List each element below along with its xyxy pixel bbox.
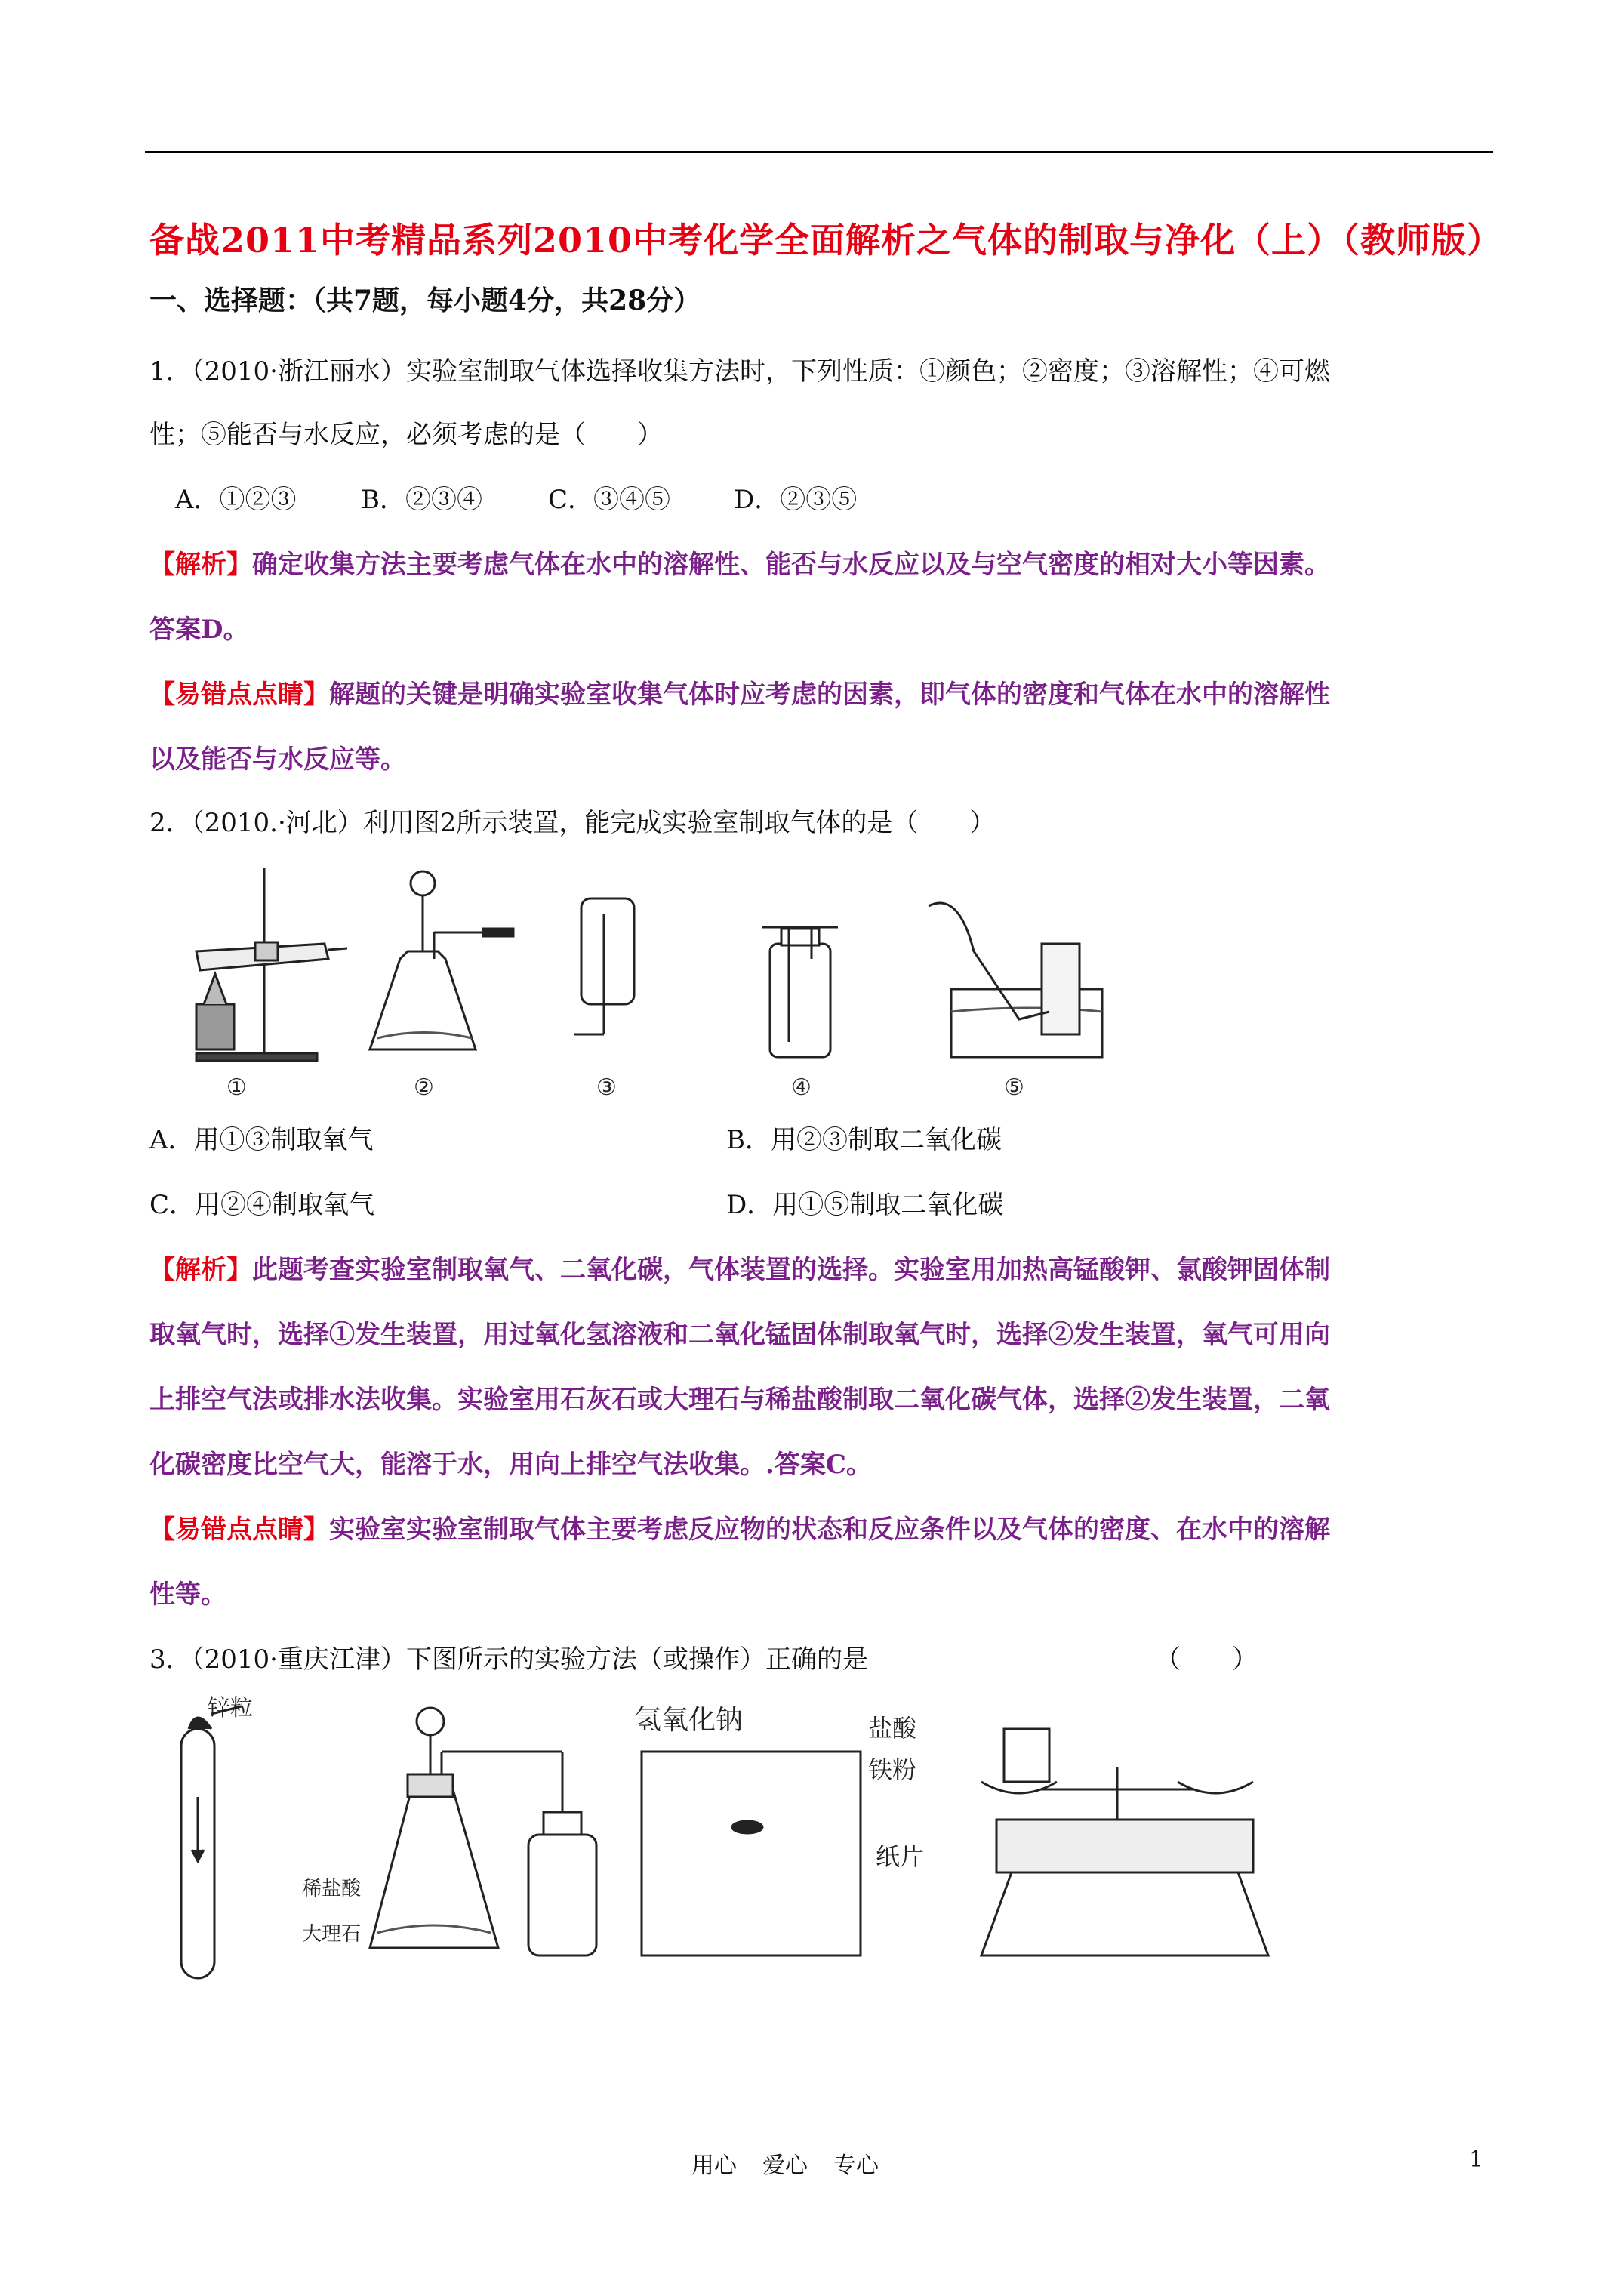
q2-analysis-line4: [149, 1448, 872, 1481]
q2-tip-text1: 实验室实验室制取气体主要考虑反应物的状态和反应条件以及气体的密度、在水中的溶解: [329, 1515, 1330, 1545]
figure-label-5: ⑤: [1004, 1074, 1024, 1101]
q3-answer-paren: （ ）: [1155, 1644, 1258, 1675]
label-dilute-hcl: 稀盐酸: [302, 1878, 362, 1900]
q1-stem-line2: 性；⑤能否与水反应，必须考虑的是（ ）: [149, 420, 663, 450]
figure-label-4: ④: [791, 1074, 812, 1101]
q2-analysis-text1: 此题考查实验室制取氧气、二氧化碳，气体装置的选择。实验室用加热高锰酸钾、氯酸钾固体制: [252, 1255, 1330, 1285]
q1-option-a: A．①②③: [175, 485, 297, 515]
q3-operations-figure: [166, 1691, 1283, 2008]
label-marble: 大理石: [302, 1923, 362, 1946]
q2-tip-tag: 【易错点点睛】: [149, 1515, 329, 1545]
q1-analysis-line1: [149, 548, 1330, 581]
q2-analysis-tag: 【解析】: [149, 1255, 252, 1285]
q2-analysis-line3: [149, 1383, 1330, 1416]
q2-option-b: B．用②③制取二氧化碳: [726, 1125, 1002, 1155]
label-zinc: 锌粒: [208, 1695, 253, 1721]
page-number: 1: [1469, 2147, 1484, 2173]
q1-analysis-text1: 确定收集方法主要考虑气体在水中的溶解性、能否与水反应以及与空气密度的相对大小等因素。: [252, 550, 1330, 580]
q3-stem: 3．（2010·重庆江津）下图所示的实验方法（或操作）正确的是: [149, 1644, 868, 1675]
figure-c-paper-weighing: [642, 1752, 861, 1955]
q2-stem: 2．（2010.·河北）利用图2所示装置，能完成实验室制取气体的是（ ）: [149, 808, 996, 838]
document-title: 备战2011中考精品系列2010中考化学全面解析之气体的制取与净化（上）（教师版）: [149, 220, 1503, 260]
q2-option-a: A．用①③制取氧气: [149, 1125, 374, 1155]
q1-tip-text2: 以及能否与水反应等。: [149, 744, 406, 775]
label-iron: 铁粉: [868, 1755, 917, 1784]
q2-option-c: C．用②④制取氧气: [149, 1190, 375, 1220]
q1-stem-line1: 1．（2010·浙江丽水）实验室制取气体选择收集方法时，下列性质：①颜色；②密度；③溶解性；④可燃: [149, 356, 1330, 387]
q2-analysis-text3: 上排空气法或排水法收集。实验室用石灰石或大理石与稀盐酸制取二氧化碳气体，选择②发生装置，二氧: [149, 1385, 1330, 1415]
footer-item: 用心: [691, 2153, 737, 2179]
q1-tip-line2: [149, 743, 406, 776]
figure-d-balance: [981, 1729, 1268, 1955]
q2-tip-line1: [149, 1513, 1330, 1546]
label-hcl: 盐酸: [868, 1714, 917, 1743]
figure-a-test-tube: [181, 1706, 242, 1978]
label-paper: 纸片: [876, 1842, 925, 1871]
q1-analysis-text2: 答案D。: [149, 615, 249, 645]
figure-b-co2-apparatus: [370, 1708, 596, 1955]
footer-motto: [691, 2147, 904, 2180]
q2-apparatus-figure: [174, 861, 1110, 1110]
q2-analysis-text4: 化碳密度比空气大，能溶于水，用向上排空气法收集。.答案C。: [149, 1450, 872, 1480]
figure-label-1: ①: [226, 1074, 247, 1101]
footer-item: 爱心: [762, 2153, 808, 2179]
apparatus-5-water-trough: [929, 903, 1102, 1057]
q2-tip-line2: [149, 1578, 226, 1611]
figure-label-2: ②: [414, 1074, 434, 1101]
q1-tip-tag: 【易错点点睛】: [149, 680, 329, 710]
section-heading: 一、选择题：（共7题，每小题4分，共28分）: [149, 285, 701, 316]
q1-option-b: B．②③④: [361, 485, 482, 515]
q1-option-c: C．③④⑤: [548, 485, 671, 515]
apparatus-3-inverted-bottle: [574, 898, 634, 1034]
figure-label-3: ③: [596, 1074, 617, 1101]
q2-tip-text2: 性等。: [149, 1579, 226, 1610]
apparatus-2-flask-funnel: [370, 871, 513, 1049]
footer-item: 专心: [833, 2153, 879, 2179]
q2-analysis-text2: 取氧气时，选择①发生装置，用过氧化氢溶液和二氧化锰固体制取氧气时，选择②发生装置，氧气可用向: [149, 1320, 1330, 1350]
apparatus-1-heating-tube: [196, 868, 347, 1061]
q2-option-d: D．用①⑤制取二氧化碳: [726, 1190, 1004, 1220]
q1-analysis-tag: 【解析】: [149, 550, 252, 580]
label-naoh: 氢氧化钠: [634, 1705, 744, 1736]
header-rule: [145, 151, 1493, 153]
q1-analysis-line2: [149, 613, 248, 646]
apparatus-4-gas-bottle: [762, 927, 838, 1057]
q1-tip-line1: [149, 678, 1330, 711]
q1-option-d: D．②③⑤: [734, 485, 858, 515]
q2-analysis-line2: [149, 1318, 1330, 1351]
q1-tip-text1: 解题的关键是明确实验室收集气体时应考虑的因素，即气体的密度和气体在水中的溶解性: [329, 680, 1330, 710]
q2-analysis-line1: [149, 1253, 1330, 1287]
